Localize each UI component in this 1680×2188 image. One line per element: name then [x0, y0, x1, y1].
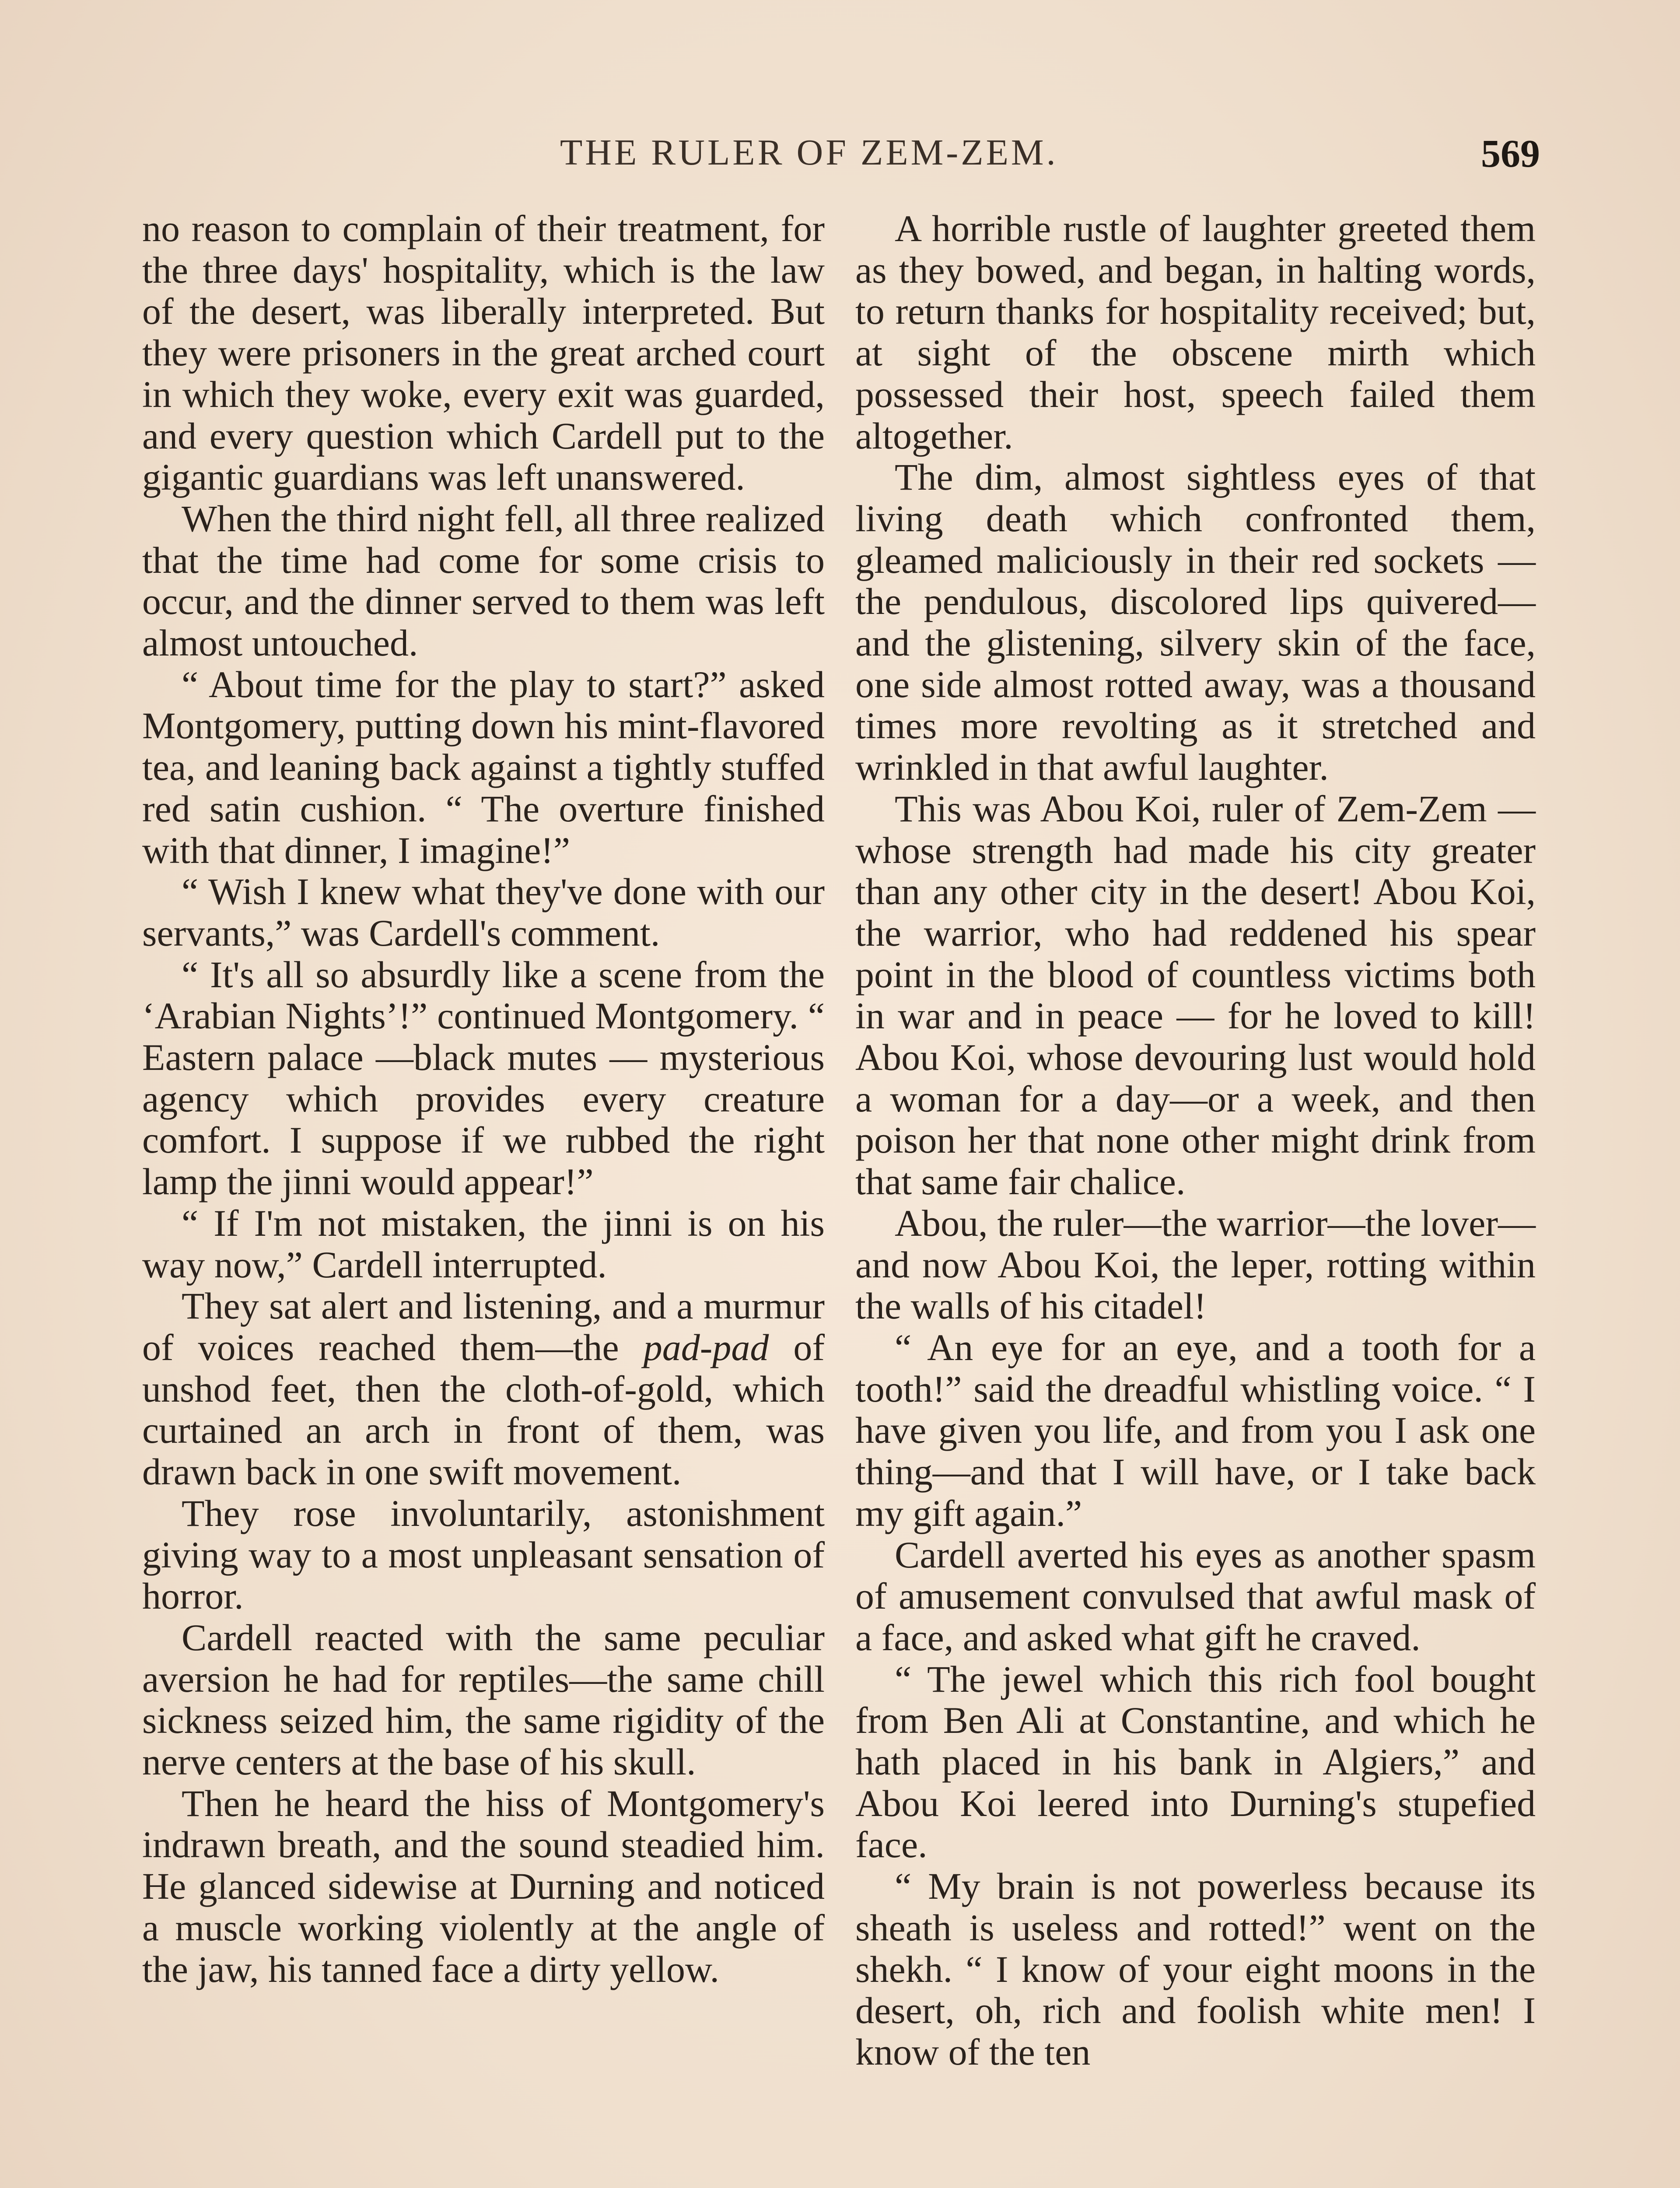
- paragraph: Cardell averted his eyes as another spasm of amusement convulsed that awful mask of a face, and asked what gift he craved.: [855, 1533, 1536, 1659]
- left-column: [142, 208, 825, 1990]
- paragraph: “ Wish I knew what they've done with our servants,” was Cardell's comment.: [142, 870, 825, 954]
- paragraph: “ My brain is not powerless because its sheath is useless and rotted!” went on the shekh. “ I know of your eight moons in the desert, oh, rich and foolish white men! I know of the ten: [855, 1865, 1536, 2073]
- paragraph: When the third night fell, all three realized that the time had come for some crisis to occur, and the dinner served to them was left almost untouched.: [142, 497, 825, 664]
- paragraph: Cardell reacted with the same peculiar aversion he had for reptiles—the same chill sickness seized him, the same rigidity of the nerve centers at the base of his skull.: [142, 1616, 825, 1783]
- paragraph: The dim, almost sightless eyes of that living death which confronted them, gleamed maliciously in their red sockets — the pendulous, discolored lips quivered—and the glistening, silvery skin of the face, one side almost rotted away, was a thousand times more revolting as it stretched and wrinkled in that awful laughter.: [855, 456, 1536, 789]
- paragraph: no reason to complain of their treatment, for the three days' hospitality, which is the law of the desert, was liberally interpreted. But they were prisoners in the great arched court in which they woke, every exit was guarded, and every question which Cardell put to the gigantic guardians was left unanswered.: [142, 207, 825, 498]
- paragraph: “ An eye for an eye, and a tooth for a tooth!” said the dreadful whistling voice. “ I have given you life, and from you I ask one thing—and that I will have, or I take back my gift again.”: [855, 1326, 1536, 1534]
- paragraph: “ About time for the play to start?” asked Montgomery, putting down his mint-flavored tea, and leaning back against a tightly stuffed red satin cushion. “ The overture finished with that dinner, I imagine!”: [142, 663, 825, 871]
- paragraph: Abou, the ruler—the warrior—the lover—and now Abou Koi, the leper, rotting within the walls of his citadel!: [855, 1202, 1536, 1327]
- paragraph-with-italic: [142, 1285, 825, 1493]
- paragraph: “ It's all so absurdly like a scene from the ‘Arabian Nights’!” continued Montgomery. “ Eastern palace —black mutes — mysterious agency which provides every creature comfort. I suppose if we rubbed the right lamp the jinni would appear!”: [142, 953, 825, 1203]
- page-number: 569: [1481, 132, 1540, 175]
- right-column: [855, 208, 1536, 2073]
- italic-phrase: pad-pad: [643, 1326, 769, 1368]
- paragraph-text: They sat alert and listening, and a murmur of voices reached them—the: [142, 1285, 825, 1368]
- paragraph: A horrible rustle of laughter greeted them as they bowed, and began, in halting words, to return thanks for hospitality received; but, at sight of the obscene mirth which possessed their host, speech failed them altogether.: [855, 207, 1536, 457]
- running-head: THE RULER OF ZEM-ZEM.: [560, 132, 1058, 173]
- paragraph: Then he heard the hiss of Montgomery's indrawn breath, and the sound steadied him. He glanced sidewise at Durning and noticed a muscle working violently at the angle of the jaw, his tanned face a dirty yellow.: [142, 1782, 825, 1990]
- paragraph: This was Abou Koi, ruler of Zem-Zem — whose strength had made his city greater than any other city in the desert! Abou Koi, the warrior, who had reddened his spear point in the blood of countless victims both in war and in peace — for he loved to kill! Abou Koi, whose devouring lust would hold a woman for a day—or a week, and then poison her that none other might drink from that same fair chalice.: [855, 787, 1536, 1203]
- paragraph-text: of unshod feet, then the cloth-of-gold, which curtained an arch in front of them, was drawn back in one swift movement.: [142, 1326, 825, 1493]
- paragraph: “ The jewel which this rich fool bought from Ben Ali at Constantine, and which he hath placed in his bank in Algiers,” and Abou Koi leered into Durning's stupefied face.: [855, 1658, 1536, 1866]
- paragraph: “ If I'm not mistaken, the jinni is on his way now,” Cardell interrupted.: [142, 1202, 825, 1286]
- paragraph: They rose involuntarily, astonishment giving way to a most unpleasant sensation of horror.: [142, 1492, 825, 1617]
